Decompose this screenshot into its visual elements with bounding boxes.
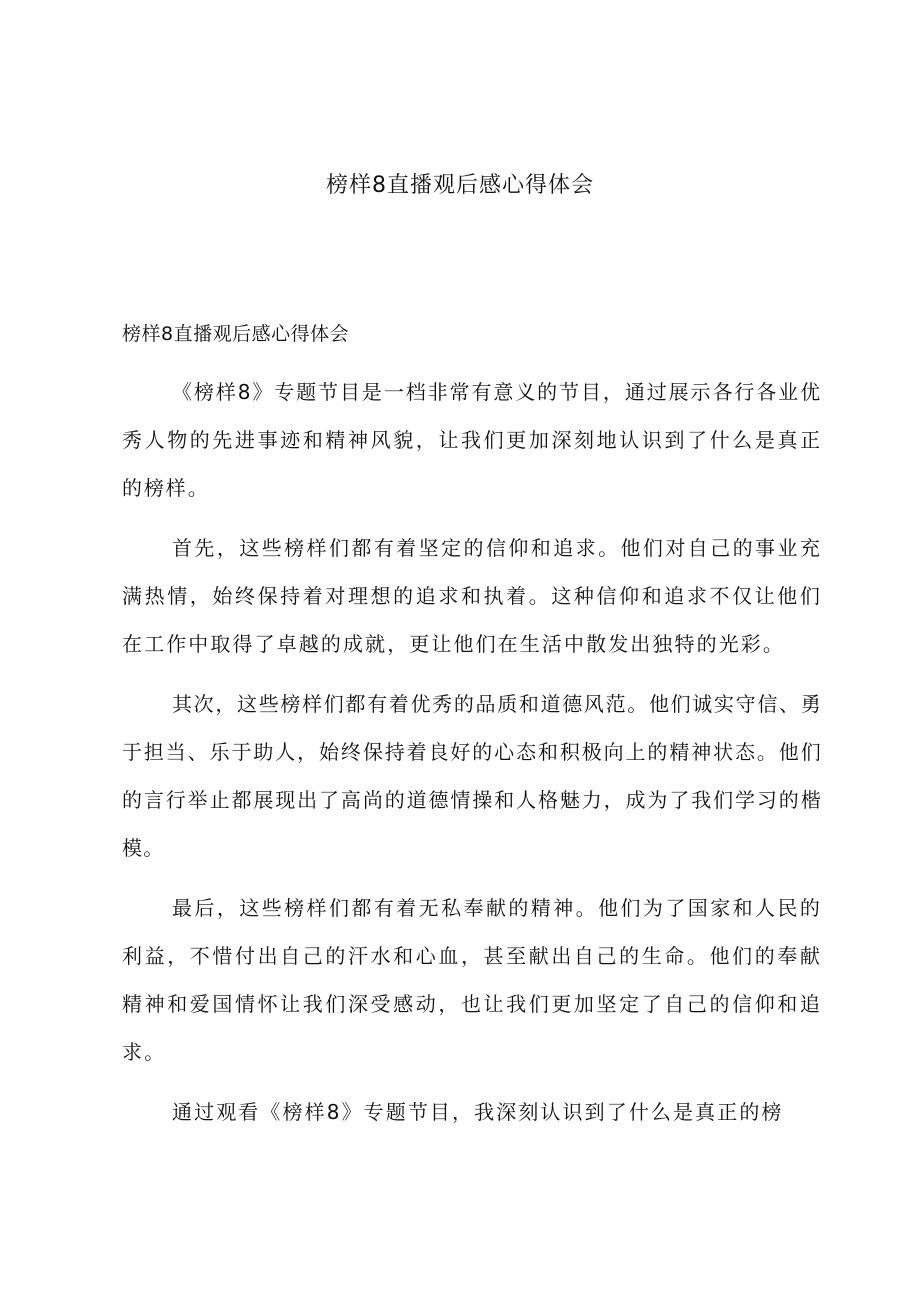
document-subtitle: 榜样8直播观后感心得体会 [122, 323, 350, 345]
document-title: 榜样8直播观后感心得体会 [326, 173, 594, 198]
document-body [122, 368, 822, 1136]
paragraph-secondly: 其次，这些榜样们都有着优秀的品质和道德风范。他们诚实守信、勇于担当、乐于助人，始终保持着良好的心态和积极向上的精神状态。他们的言行举止都展现出了高尚的道德情操和人格魅力，成为了我们学习的楷模。 [122, 692, 822, 860]
paragraph-conclusion: 通过观看《榜样8》专题节目，我深刻认识到了什么是真正的榜 [172, 1100, 784, 1124]
paragraph-intro: 《榜样8》专题节目是一档非常有意义的节目，通过展示各行各业优秀人物的先进事迹和精神风貌，让我们更加深刻地认识到了什么是真正的榜样。 [122, 380, 822, 500]
paragraph-finally: 最后，这些榜样们都有着无私奉献的精神。他们为了国家和人民的利益，不惜付出自己的汗水和心血，甚至献出自己的生命。他们的奉献精神和爱国情怀让我们深受感动，也让我们更加坚定了自己的信仰和追求。 [122, 896, 822, 1064]
paragraph-firstly: 首先，这些榜样们都有着坚定的信仰和追求。他们对自己的事业充满热情，始终保持着对理想的追求和执着。这种信仰和追求不仅让他们在工作中取得了卓越的成就，更让他们在生活中散发出独特的光彩。 [122, 536, 822, 656]
